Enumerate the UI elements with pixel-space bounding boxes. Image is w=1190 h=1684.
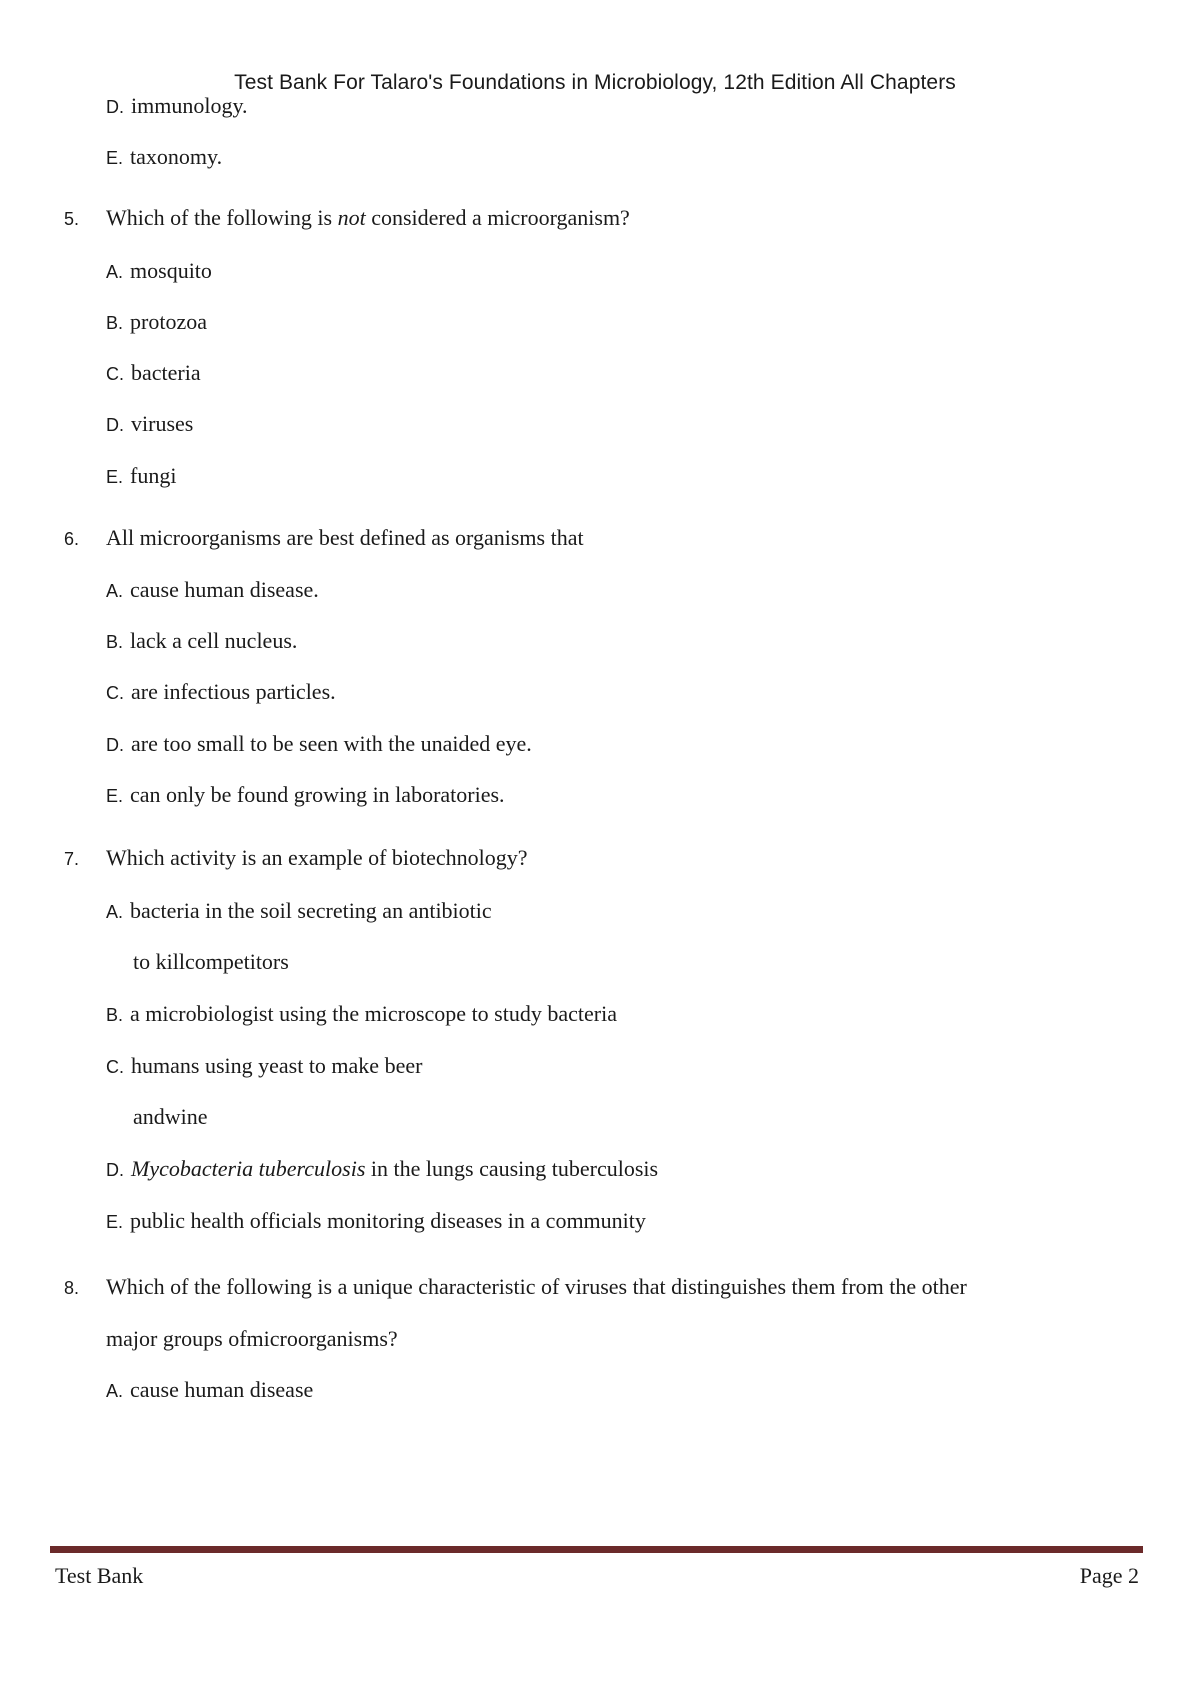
option-continuation: andwine	[133, 1104, 208, 1129]
option-line	[106, 782, 505, 808]
question-stem: Which of the following is a unique characteristic of viruses that distinguishes them from the other	[106, 1274, 967, 1299]
option-line	[106, 1053, 422, 1079]
option-letter: C.	[106, 364, 124, 384]
option-text: cause human disease.	[130, 577, 319, 602]
option-text: protozoa	[130, 309, 207, 334]
option-text-emphasis: Mycobacteria tuberculosis	[131, 1156, 366, 1181]
option-text: taxonomy.	[130, 144, 223, 169]
option-text: are too small to be seen with the unaided eye.	[131, 731, 532, 756]
option-text: bacteria	[131, 360, 201, 385]
option-text: public health officials monitoring diseases in a community	[130, 1208, 646, 1233]
option-line	[106, 898, 492, 924]
question-number: 7.	[64, 849, 80, 869]
question-stem-line2: major groups ofmicroorganisms?	[106, 1326, 398, 1351]
option-line	[106, 144, 222, 170]
option-text: a microbiologist using the microscope to study bacteria	[130, 1001, 617, 1026]
option-text: cause human disease	[130, 1377, 314, 1402]
option-letter: A.	[106, 262, 124, 282]
option-line	[106, 360, 201, 386]
option-text: can only be found growing in laboratories.	[130, 782, 505, 807]
option-line	[106, 411, 193, 437]
option-text: immunology.	[131, 93, 248, 118]
option-line	[106, 679, 336, 705]
option-text: in the lungs causing tuberculosis	[365, 1156, 659, 1181]
question-number: 6.	[64, 529, 80, 549]
stem-text: considered a microorganism?	[365, 205, 630, 230]
option-line	[106, 258, 212, 284]
option-line	[106, 1377, 313, 1403]
option-line	[106, 463, 176, 489]
option-line	[106, 309, 207, 335]
option-text: lack a cell nucleus.	[130, 628, 298, 653]
option-letter: D.	[106, 97, 124, 117]
option-letter: E.	[106, 467, 124, 487]
option-line	[106, 1208, 646, 1234]
option-text: viruses	[131, 411, 194, 436]
option-letter: D.	[106, 415, 124, 435]
question-number: 8.	[64, 1278, 80, 1298]
option-text: humans using yeast to make beer	[131, 1053, 423, 1078]
option-letter: E.	[106, 1212, 124, 1232]
question-stem: All microorganisms are best defined as organisms that	[106, 525, 584, 550]
option-line	[106, 1001, 617, 1027]
option-text: fungi	[130, 463, 177, 488]
option-letter: B.	[106, 313, 124, 333]
question-stem: Which activity is an example of biotechnology?	[106, 845, 528, 870]
question-stem	[106, 205, 630, 231]
running-header: Test Bank For Talaro's Foundations in Microbiology, 12th Edition All Chapters	[234, 71, 956, 94]
option-line	[106, 628, 297, 654]
option-line	[106, 731, 532, 757]
option-letter: C.	[106, 1057, 124, 1077]
page-number: Page 2	[1079, 1563, 1139, 1588]
option-letter: A.	[106, 1381, 124, 1401]
stem-text: Which of the following is	[106, 205, 338, 230]
option-letter: A.	[106, 902, 124, 922]
option-letter: C.	[106, 683, 124, 703]
option-line	[106, 1156, 658, 1182]
option-line	[106, 577, 319, 603]
stem-emphasis: not	[337, 205, 366, 230]
option-letter: B.	[106, 1005, 124, 1025]
option-letter: D.	[106, 735, 124, 755]
option-letter: D.	[106, 1160, 124, 1180]
option-letter: B.	[106, 632, 124, 652]
option-text: are infectious particles.	[131, 679, 336, 704]
option-letter: E.	[106, 786, 124, 806]
footer-label: Test Bank	[55, 1563, 144, 1588]
option-text: mosquito	[130, 258, 212, 283]
footer-rule	[50, 1546, 1143, 1553]
option-continuation: to killcompetitors	[133, 949, 289, 974]
option-line	[106, 93, 248, 119]
option-letter: A.	[106, 581, 124, 601]
option-letter: E.	[106, 148, 124, 168]
question-number: 5.	[64, 209, 80, 229]
option-text: bacteria in the soil secreting an antibiotic	[130, 898, 492, 923]
